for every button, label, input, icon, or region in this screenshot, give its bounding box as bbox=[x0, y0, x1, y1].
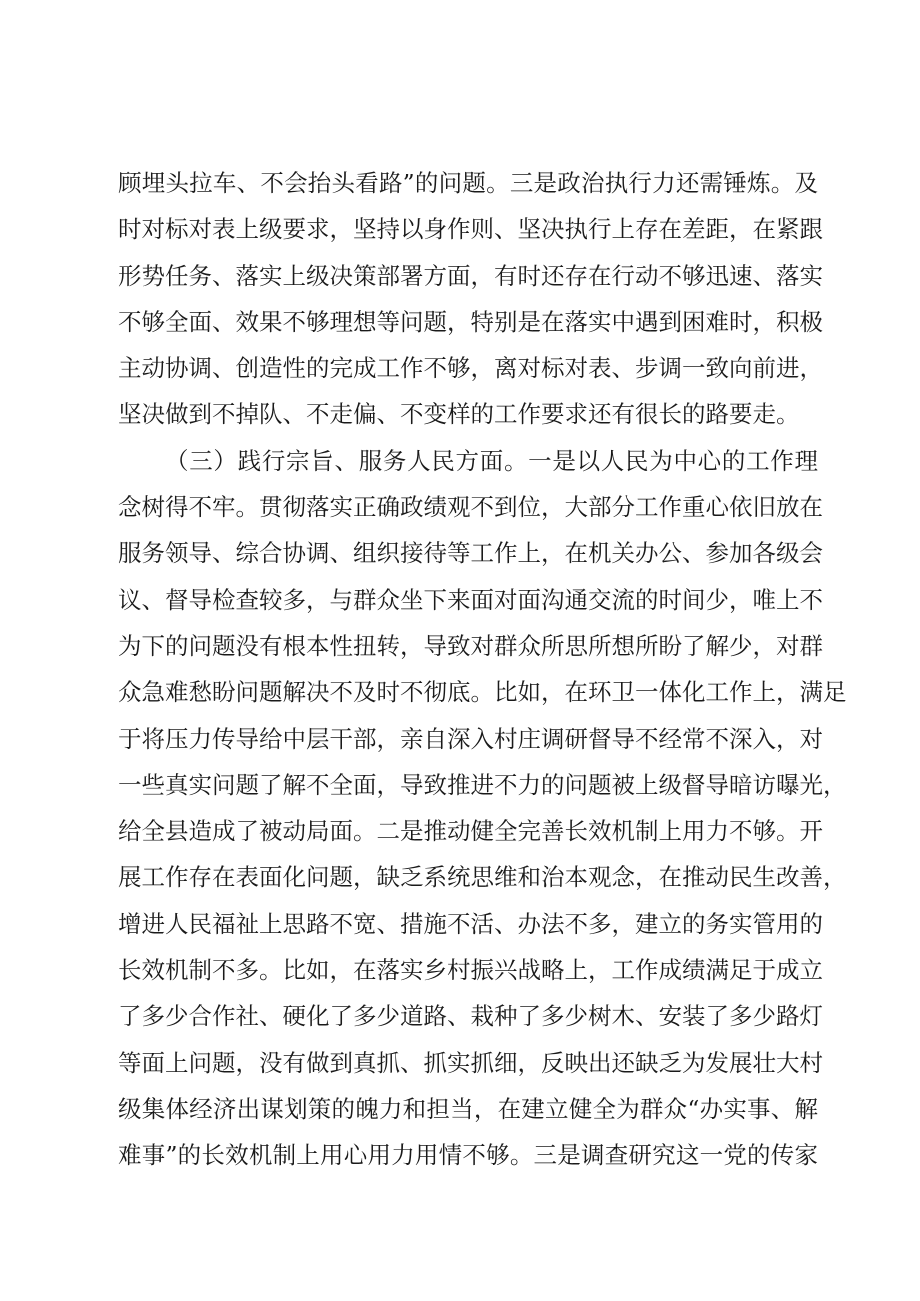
text-line: 时对标对表上级要求，坚持以身作则、坚决执行上存在差距，在紧跟 bbox=[118, 215, 823, 244]
text-line: 级集体经济出谋划策的魄力和担当，在建立健全为群众“办实事、解 bbox=[118, 1094, 818, 1123]
text-line: 形势任务、落实上级决策部署方面，有时还存在行动不够迅速、落实 bbox=[118, 261, 823, 290]
text-line: 为下的问题没有根本性扭转，导致对群众所思所想所盼了解少，对群 bbox=[118, 631, 823, 660]
text-line: 长效机制不多。比如，在落实乡村振兴战略上，工作成绩满足于成立 bbox=[118, 956, 823, 985]
text-line: 一些真实问题了解不全面，导致推进不力的问题被上级督导暗访曝光， bbox=[118, 770, 847, 799]
text-line: 增进人民福祉上思路不宽、措施不活、办法不多，建立的务实管用的 bbox=[118, 909, 823, 938]
text-line: 了多少合作社、硬化了多少道路、栽种了多少树木、安装了多少路灯 bbox=[118, 1002, 823, 1031]
text-line: 展工作存在表面化问题，缺乏系统思维和治本观念，在推动民生改善， bbox=[118, 863, 847, 892]
text-line: 顾埋头拉车、不会抬头看路”的问题。三是政治执行力还需锤炼。及 bbox=[118, 169, 818, 197]
body-text bbox=[118, 160, 847, 1179]
text-line: 议、督导检查较多，与群众坐下来面对面沟通交流的时间少，唯上不 bbox=[118, 585, 823, 614]
text-line: 等面上问题，没有做到真抓、抓实抓细，反映出还缺乏为发展壮大村 bbox=[118, 1048, 823, 1077]
text-line: 不够全面、效果不够理想等问题，特别是在落实中遇到困难时，积极 bbox=[118, 307, 823, 336]
text-line: 主动协调、创造性的完成工作不够，离对标对表、步调一致向前进， bbox=[118, 354, 823, 383]
text-line: 服务领导、综合协调、组织接待等工作上，在机关办公、参加各级会 bbox=[118, 539, 823, 568]
text-line: 众急难愁盼问题解决不及时不彻底。比如，在环卫一体化工作上，满足 bbox=[118, 678, 847, 707]
text-line: 给全县造成了被动局面。二是推动健全完善长效机制上用力不够。开 bbox=[118, 817, 823, 846]
section-heading-line: （三）践行宗旨、服务人民方面。一是以人民为中心的工作理 bbox=[165, 446, 818, 475]
text-line: 念树得不牢。贯彻落实正确政绩观不到位，大部分工作重心依旧放在 bbox=[118, 493, 823, 522]
text-line: 于将压力传导给中层干部，亲自深入村庄调研督导不经常不深入，对 bbox=[118, 724, 823, 753]
paragraph-end-line: 坚决做到不掉队、不走偏、不变样的工作要求还有很长的路要走。 bbox=[118, 400, 800, 429]
text-line: 难事”的长效机制上用心用力用情不够。三是调查研究这一党的传家 bbox=[118, 1141, 818, 1170]
